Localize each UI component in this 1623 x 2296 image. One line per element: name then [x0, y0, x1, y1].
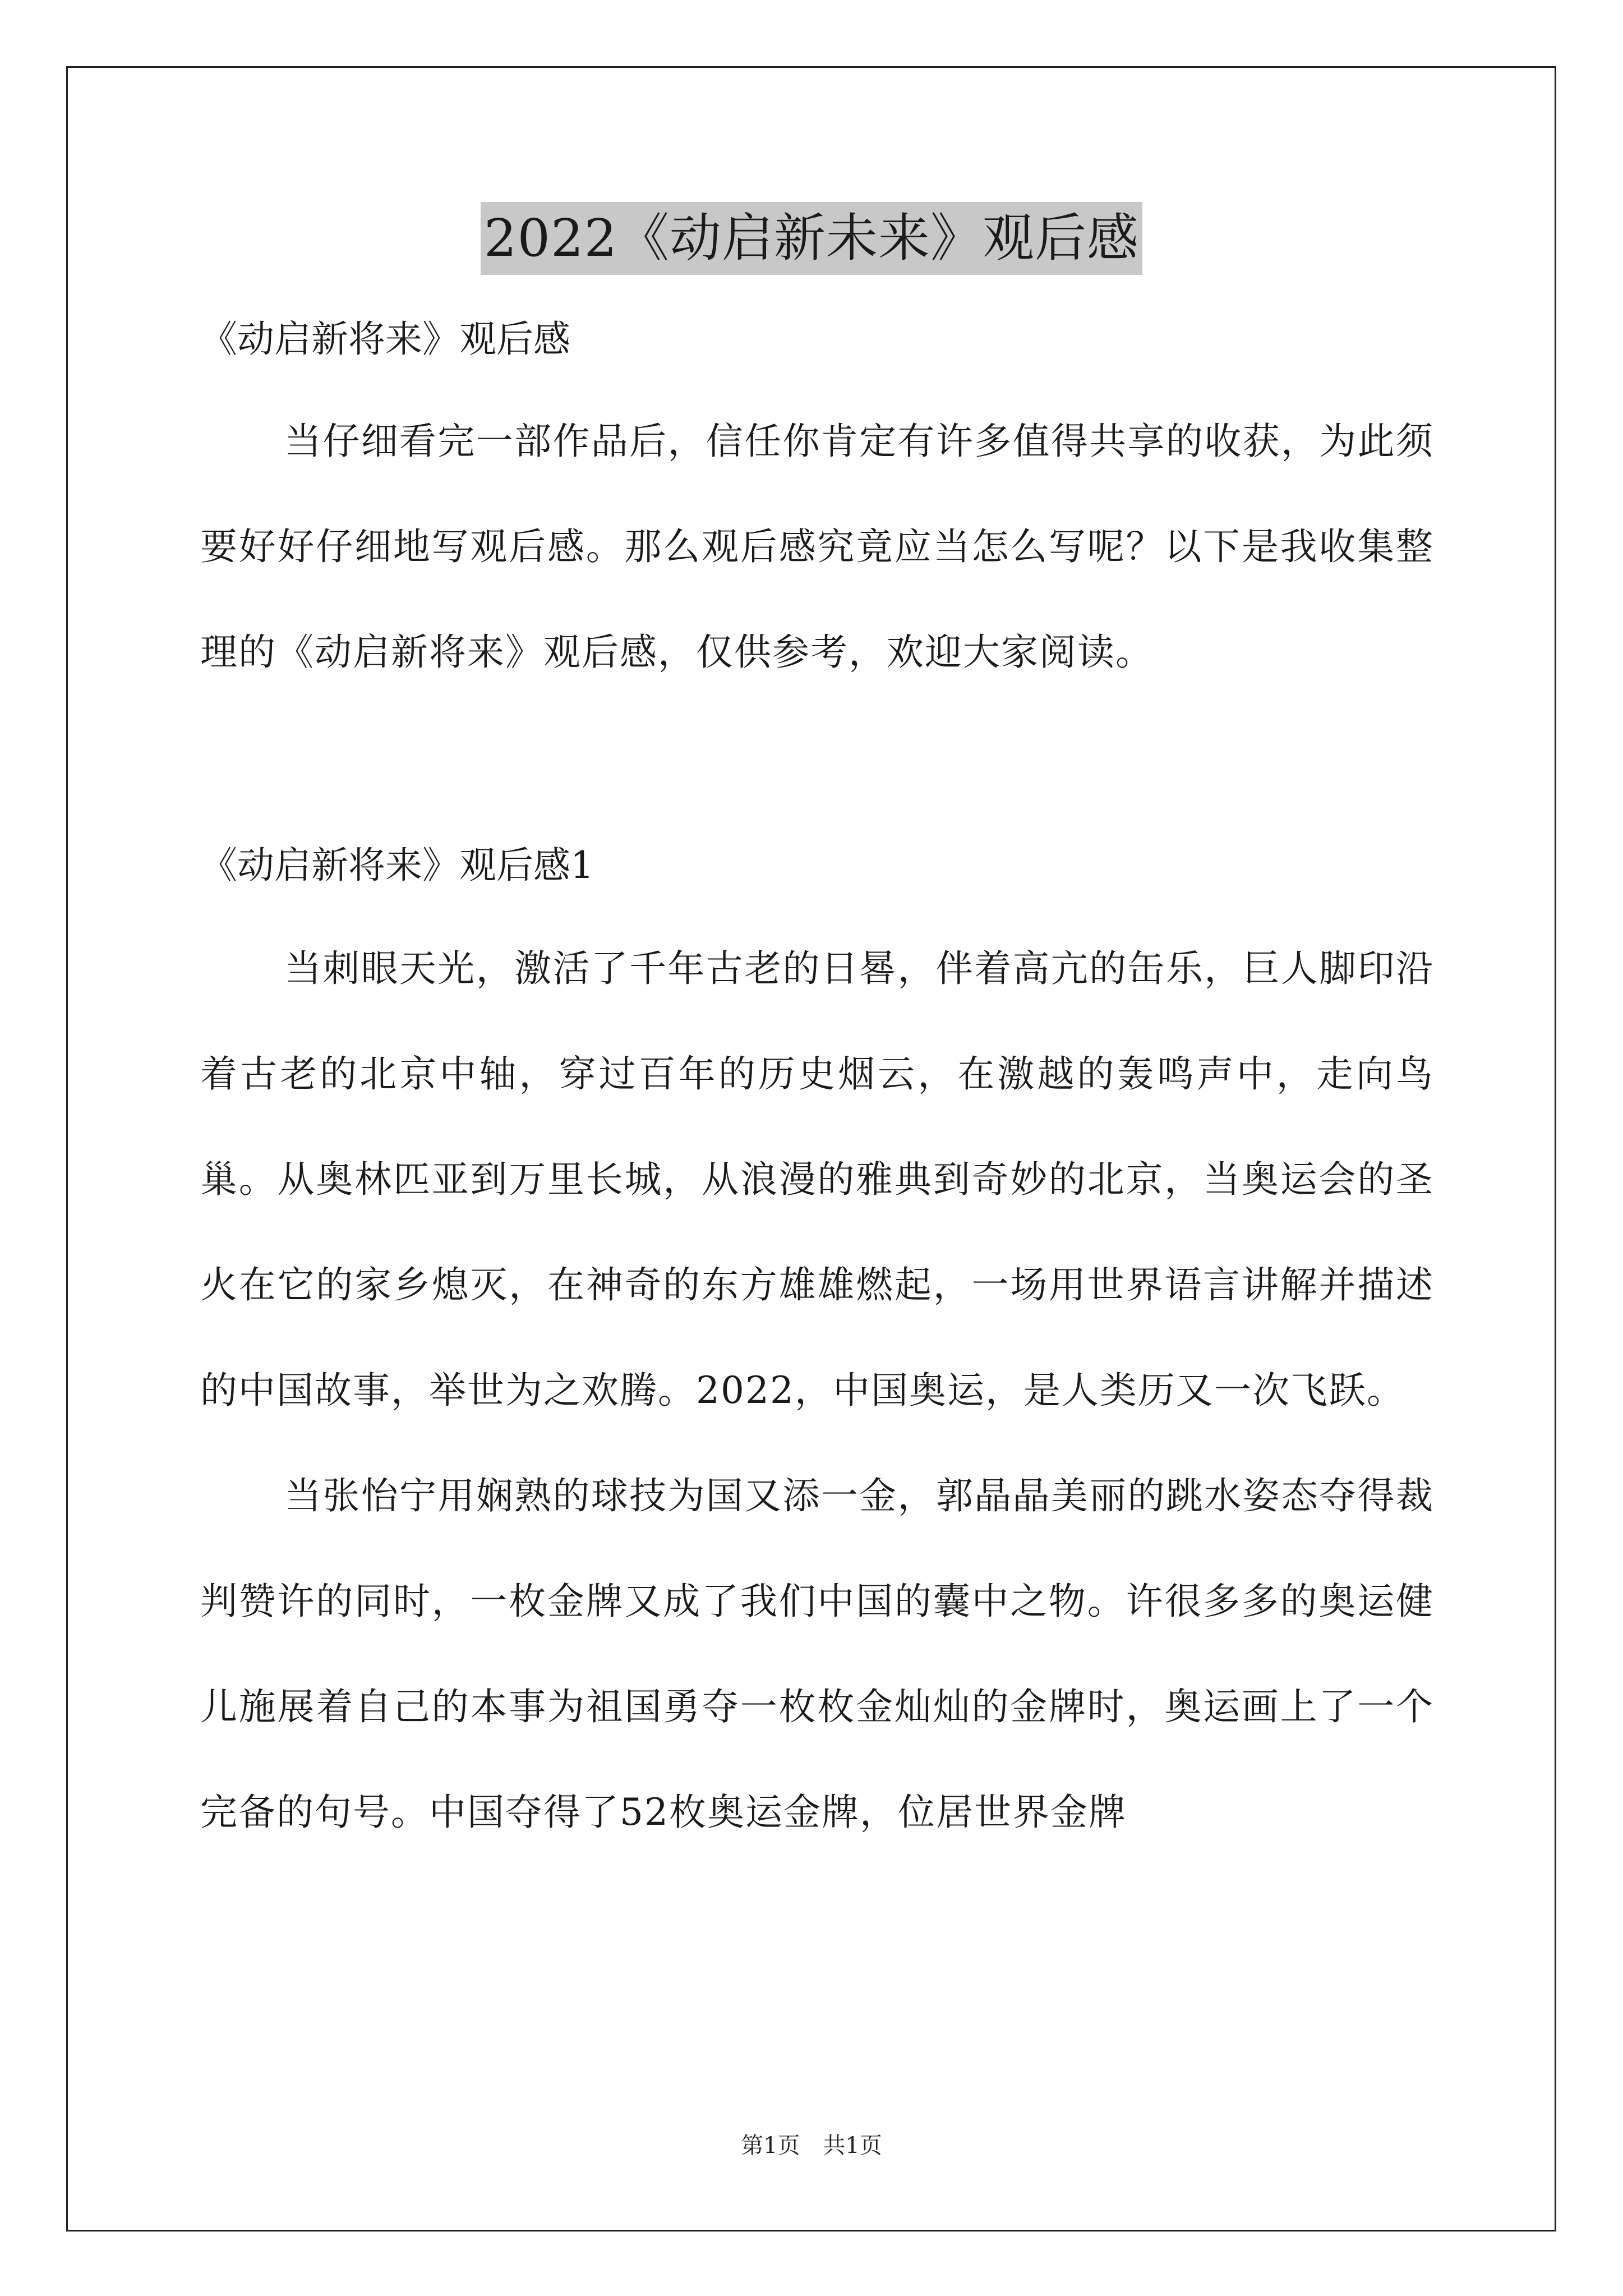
document-body	[200, 311, 1434, 1865]
page-footer	[0, 2129, 1623, 2162]
intro-paragraph: 当仔细看完一部作品后，信任你肯定有许多值得共享的收获，为此须要好好仔细地写观后感。那么观后感究竟应当怎么写呢？以下是我收集整理的《动启新将来》观后感，仅供参考，欢迎大家阅读。	[200, 420, 1434, 674]
intro-heading: 《动启新将来》观后感	[200, 318, 570, 361]
section1-heading: 《动启新将来》观后感1	[200, 844, 594, 887]
document-title-wrapper	[0, 202, 1623, 275]
page-total: 共1页	[823, 2133, 882, 2159]
section1-paragraph-2: 当张怡宁用娴熟的球技为国又添一金，郭晶晶美丽的跳水姿态夺得裁判赞许的同时，一枚金牌又成了我们中国的囊中之物。许很多多的奥运健儿施展着自己的本事为祖国勇夺一枚枚金灿灿的金牌时，奥运画上了一个完备的句号。中国夺得了52枚奥运金牌，位居世界金牌	[200, 1474, 1434, 1834]
document-title: 2022《动启新未来》观后感	[481, 202, 1142, 275]
page-current: 第1页	[741, 2133, 800, 2159]
section1-paragraph-1: 当刺眼天光，激活了千年古老的日晷，伴着高亢的缶乐，巨人脚印沿着古老的北京中轴，穿过百年的历史烟云，在激越的轰鸣声中，走向鸟巢。从奥林匹亚到万里长城，从浪漫的雅典到奇妙的北京，当奥运会的圣火在它的家乡熄灭，在神奇的东方雄雄燃起，一场用世界语言讲解并描述的中国故事，举世为之欢腾。2022，中国奥运，是人类历又一次飞跃。	[200, 947, 1434, 1412]
